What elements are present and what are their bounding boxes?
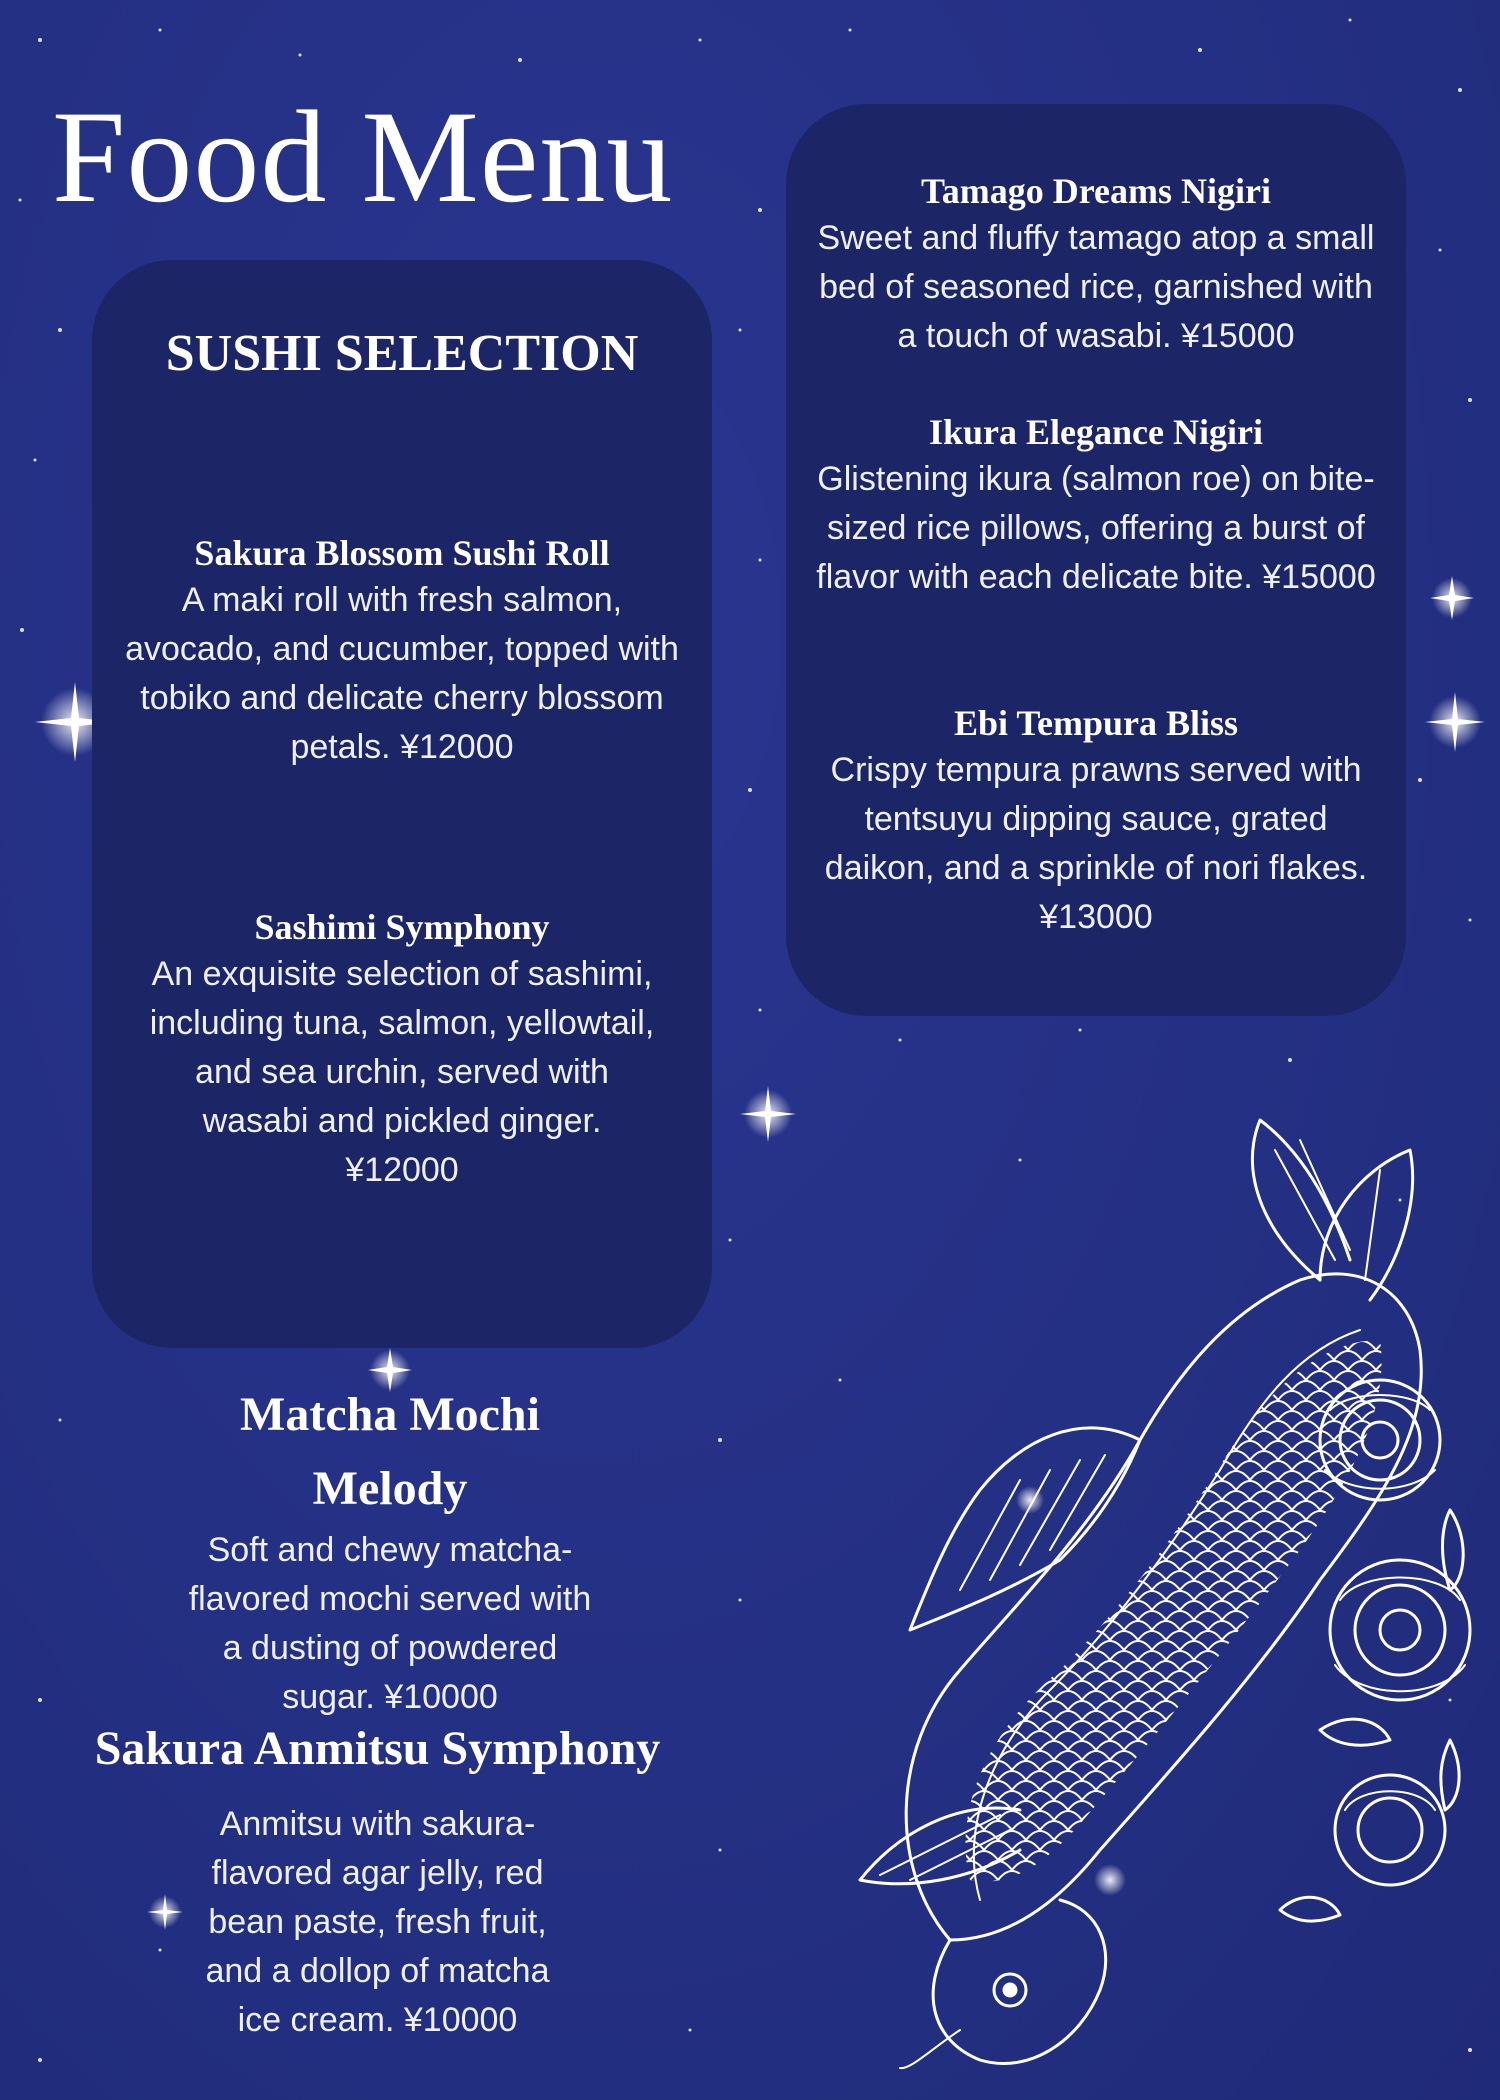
section-heading-sushi: SUSHI SELECTION <box>165 325 639 382</box>
dessert-item <box>180 1378 600 1722</box>
koi-fish-illustration <box>760 1110 1480 2070</box>
item-name: Ikura Elegance Nigiri <box>929 412 1263 452</box>
item-description: Crispy tempura prawns served with tentsuyu dipping sauce, grated daikon, and a sprinkle of nori flakes. ¥13000 <box>824 751 1368 936</box>
item-name: Sashimi Symphony <box>254 907 550 947</box>
menu-item <box>145 904 659 1195</box>
menu-title: Food Menu <box>52 83 674 230</box>
item-description: Sweet and fluffy tamago atop a small bed of seasoned rice, garnished with a touch of wasabi. ¥15000 <box>817 219 1375 355</box>
item-name: Sakura Blossom Sushi Roll <box>194 533 610 573</box>
item-description: A maki roll with fresh salmon, avocado, and cucumber, topped with tobiko and delicate cherry blossom petals. ¥12000 <box>125 581 679 766</box>
item-description: Anmitsu with sakura-flavored agar jelly, red bean paste, fresh fruit, and a dollop of matcha ice cream. ¥10000 <box>205 1805 550 2039</box>
item-description: Glistening ikura (salmon roe) on bite-sized rice pillows, offering a burst of flavor with each delicate bite. ¥15000 <box>816 460 1376 596</box>
menu-item <box>816 700 1376 942</box>
menu-item <box>816 409 1376 602</box>
dessert-name: Matcha Mochi Melody <box>240 1388 540 1515</box>
dessert-name: Sakura Anmitsu Symphony <box>94 1722 661 1775</box>
menu-item <box>125 530 679 772</box>
item-name: Ebi Tempura Bliss <box>953 703 1239 743</box>
item-description: An exquisite selection of sashimi, including tuna, salmon, yellowtail, and sea urchin, served with wasabi and pickled ginger. ¥12000 <box>149 955 655 1189</box>
item-description: Soft and chewy matcha-flavored mochi served with a dusting of powdered sugar. ¥10000 <box>188 1531 592 1716</box>
dessert-item <box>20 1712 735 2045</box>
menu-item <box>816 168 1376 361</box>
item-name: Tamago Dreams Nigiri <box>921 171 1271 211</box>
